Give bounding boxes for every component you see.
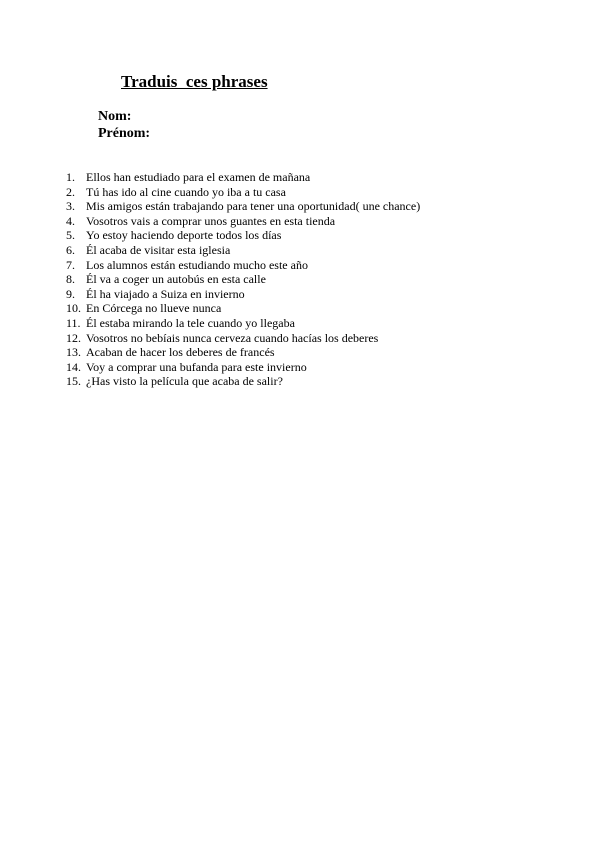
prenom-label: Prénom:: [98, 126, 151, 141]
sentence-number: 8.: [66, 272, 75, 287]
sentence-number: 3.: [66, 199, 75, 214]
sentence-item: [66, 228, 420, 243]
sentence-item: [66, 331, 420, 346]
sentence-number: 14.: [66, 359, 81, 374]
sentence-text: Él va a coger un autobús en esta calle: [86, 272, 266, 287]
sentence-text: Vosotros no bebíais nunca cerveza cuando hacías los deberes: [86, 330, 379, 345]
sentence-item: [66, 374, 420, 389]
sentence-number: 9.: [66, 286, 75, 301]
sentence-list: [66, 170, 420, 389]
sentence-text: En Córcega no llueve nunca: [86, 301, 222, 316]
sentence-item: [66, 199, 420, 214]
sentence-number: 13.: [66, 345, 81, 360]
sentence-text: Él acaba de visitar esta iglesia: [86, 242, 231, 257]
sentence-item: [66, 301, 420, 316]
sentence-item: [66, 258, 420, 273]
sentence-number: 15.: [66, 374, 81, 389]
sentence-item: [66, 345, 420, 360]
sentence-item: [66, 170, 420, 185]
sentence-text: Tú has ido al cine cuando yo iba a tu casa: [86, 184, 286, 199]
sentence-text: Él estaba mirando la tele cuando yo llegaba: [86, 315, 295, 330]
sentence-text: Él ha viajado a Suiza en invierno: [86, 286, 245, 301]
sentence-text: Acaban de hacer los deberes de francés: [86, 345, 275, 360]
sentence-number: 12.: [66, 330, 81, 345]
sentence-text: Mis amigos están trabajando para tener una oportunidad( une chance): [86, 199, 421, 214]
sentence-text: Ellos han estudiado para el examen de mañana: [86, 170, 311, 184]
sentence-text: Voy a comprar una bufanda para este invierno: [86, 359, 307, 374]
sentence-item: [66, 243, 420, 258]
sentence-item: [66, 316, 420, 331]
sentence-item: [66, 214, 420, 229]
sentence-item: [66, 272, 420, 287]
nom-label: Nom:: [98, 109, 132, 124]
sentence-number: 2.: [66, 184, 75, 199]
sentence-number: 7.: [66, 257, 75, 272]
sentence-item: [66, 360, 420, 375]
sentence-item: [66, 185, 420, 200]
sentence-number: 5.: [66, 228, 75, 243]
sentence-number: 1.: [66, 170, 75, 184]
document-title: Traduis ces phrases: [121, 72, 268, 91]
sentence-text: Los alumnos están estudiando mucho este año: [86, 257, 308, 272]
sentence-text: ¿Has visto la película que acaba de salir?: [86, 374, 283, 389]
sentence-number: 4.: [66, 213, 75, 228]
sentence-text: Vosotros vais a comprar unos guantes en esta tienda: [86, 213, 336, 228]
sentence-item: [66, 287, 420, 302]
sentence-number: 11.: [66, 315, 81, 330]
sentence-text: Yo estoy haciendo deporte todos los días: [86, 228, 282, 243]
sentence-number: 10.: [66, 301, 81, 316]
sentence-number: 6.: [66, 242, 75, 257]
